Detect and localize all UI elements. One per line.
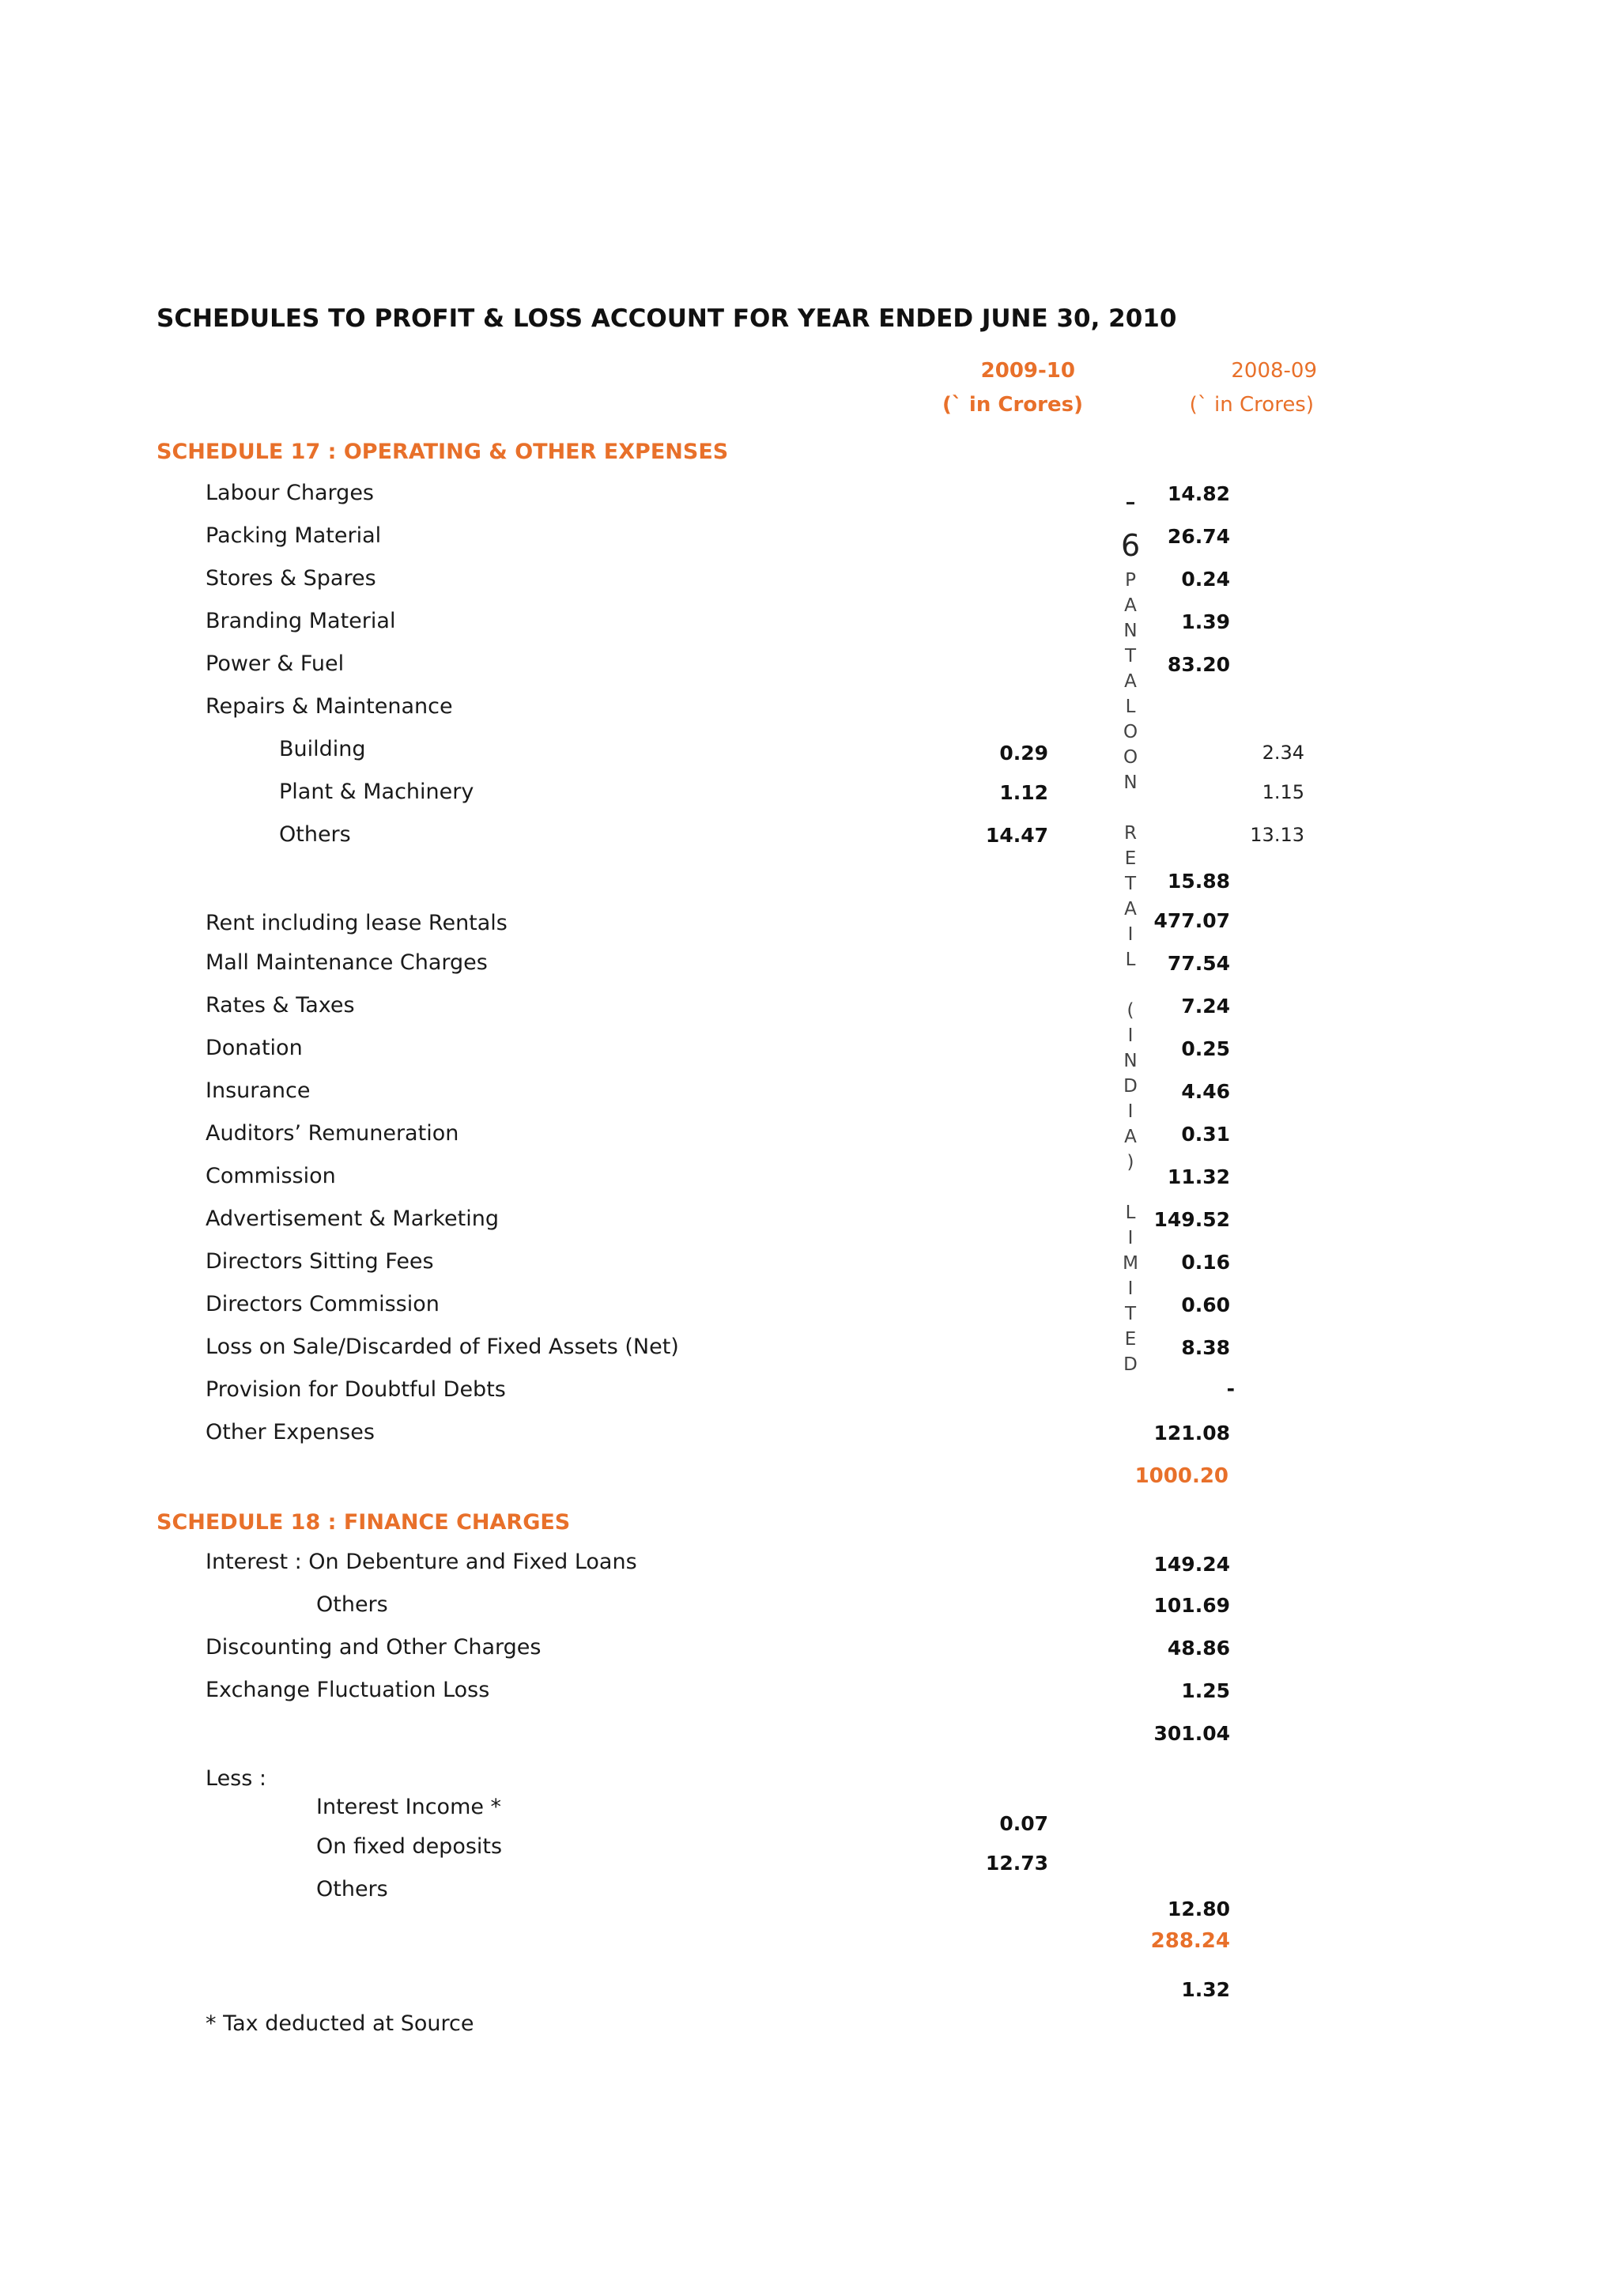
- side-letter: I: [1127, 1278, 1134, 1299]
- row-label-directors-commission: Directors Commission: [206, 1292, 440, 1316]
- row-value-discounting: 48.86: [1167, 1637, 1230, 1660]
- row-value-branding-material: 1.39: [1181, 610, 1230, 633]
- current-year-header: 2009-10: [980, 359, 1075, 383]
- footnote: * Tax deducted at Source: [206, 2011, 474, 2036]
- row-value-power-fuel: 83.20: [1167, 653, 1230, 676]
- finance-subtotal: 301.04: [1153, 1722, 1230, 1745]
- finance-net-total: 288.24: [1150, 1929, 1230, 1953]
- row-value-directors-commission: 0.60: [1181, 1293, 1230, 1316]
- side-letter: R: [1124, 823, 1137, 844]
- row-label-labour-charges: Labour Charges: [206, 481, 374, 505]
- current-unit-header: (` in Crores): [942, 393, 1083, 417]
- side-letter: T: [1124, 874, 1137, 894]
- row-label-advertisement-marketing: Advertisement & Marketing: [206, 1207, 499, 1231]
- side-letter: N: [1123, 772, 1138, 793]
- side-letter: A: [1124, 1127, 1137, 1147]
- side-letter: L: [1125, 697, 1136, 717]
- side-letter: I: [1127, 1101, 1134, 1122]
- less-others-label: Others: [316, 1877, 388, 1901]
- schedule-18-heading: SCHEDULE 18 : FINANCE CHARGES: [157, 1510, 571, 1535]
- page-title: SCHEDULES TO PROFIT & LOSS ACCOUNT FOR YEAR ENDED JUNE 30, 2010: [157, 304, 1177, 333]
- repairs-current-others: 14.47: [985, 824, 1048, 847]
- less-total: 12.80: [1167, 1898, 1230, 1920]
- repairs-label-building: Building: [279, 737, 366, 761]
- row-label-discounting: Discounting and Other Charges: [206, 1635, 542, 1660]
- row-label-other-expenses: Other Expenses: [206, 1420, 375, 1444]
- side-letter: N: [1123, 621, 1138, 641]
- row-value-stores-spares: 0.24: [1181, 568, 1230, 591]
- side-letter: I: [1127, 924, 1134, 945]
- vertical-company-name: [1121, 479, 1140, 1377]
- repairs-current-plant-machinery: 1.12: [999, 781, 1048, 804]
- row-label-branding-material: Branding Material: [206, 609, 396, 633]
- row-value-other-expenses: 121.08: [1153, 1422, 1230, 1444]
- repairs-previous-others: 13.13: [1250, 824, 1304, 846]
- side-letter: ): [1127, 1152, 1134, 1173]
- side-letter: M: [1123, 1253, 1138, 1274]
- row-value-insurance: 4.46: [1181, 1080, 1230, 1103]
- side-letter: O: [1123, 722, 1138, 742]
- side-letter: A: [1124, 671, 1137, 692]
- row-label-insurance: Insurance: [206, 1078, 311, 1103]
- row-value-advertisement-marketing: 149.52: [1153, 1208, 1230, 1231]
- side-letter: I: [1127, 1228, 1134, 1248]
- row-label-rates-taxes: Rates & Taxes: [206, 993, 355, 1018]
- repairs-label-others: Others: [279, 822, 351, 847]
- row-value-rates-taxes: 7.24: [1181, 995, 1230, 1018]
- row-value-interest-others: 101.69: [1153, 1594, 1230, 1617]
- row-value-packing-material: 26.74: [1167, 525, 1230, 548]
- repairs-current-building: 0.29: [999, 742, 1048, 765]
- row-value-exchange-fluctuation: 1.25: [1181, 1679, 1230, 1702]
- row-label-donation: Donation: [206, 1036, 303, 1060]
- previous-year-header: 2008-09: [1231, 359, 1317, 383]
- side-letter: (: [1127, 1000, 1134, 1021]
- side-letter: O: [1123, 747, 1138, 768]
- repairs-previous-building: 2.34: [1262, 742, 1304, 764]
- side-letter: D: [1123, 1076, 1138, 1097]
- side-letter: A: [1124, 595, 1137, 616]
- less-others-value: 12.73: [985, 1852, 1048, 1875]
- row-label-rent: Rent including lease Rentals: [206, 911, 508, 935]
- row-value-loss-on-sale: 8.38: [1181, 1336, 1230, 1359]
- row-value-auditors-remuneration: 0.31: [1181, 1123, 1230, 1146]
- side-letter: P: [1125, 570, 1136, 591]
- repairs-label-plant-machinery: Plant & Machinery: [279, 780, 474, 804]
- side-letter: I: [1127, 1025, 1134, 1046]
- row-label-directors-sitting-fees: Directors Sitting Fees: [206, 1249, 434, 1274]
- row-label-auditors-remuneration: Auditors’ Remuneration: [206, 1121, 459, 1146]
- schedule-17-total: 1000.20: [1134, 1464, 1228, 1488]
- row-value-donation: 0.25: [1181, 1037, 1230, 1060]
- side-letter: [1121, 972, 1140, 998]
- row-label-repairs-maintenance: Repairs & Maintenance: [206, 694, 453, 719]
- row-label-stores-spares: Stores & Spares: [206, 566, 376, 591]
- repairs-previous-plant-machinery: 1.15: [1262, 781, 1304, 803]
- row-label-loss-on-sale: Loss on Sale/Discarded of Fixed Assets (Net): [206, 1335, 679, 1359]
- side-letter: D: [1123, 1354, 1138, 1375]
- row-value-rent: 477.07: [1153, 909, 1230, 932]
- side-letter: L: [1125, 950, 1136, 970]
- side-letter: N: [1123, 1051, 1138, 1071]
- row-value-labour-charges: 14.82: [1167, 482, 1230, 505]
- row-value-provision-doubtful-debts: -: [1226, 1377, 1235, 1400]
- side-letter: L: [1125, 1203, 1136, 1223]
- row-label-provision-doubtful-debts: Provision for Doubtful Debts: [206, 1377, 506, 1402]
- side-letter: [1121, 1175, 1140, 1200]
- side-letter: T: [1124, 1304, 1137, 1324]
- repairs-total: 15.88: [1167, 870, 1230, 893]
- row-value-interest-debenture: 149.24: [1153, 1553, 1230, 1576]
- row-value-mall-maintenance: 77.54: [1167, 952, 1230, 975]
- extra-value: 1.32: [1181, 1978, 1230, 2001]
- row-label-commission: Commission: [206, 1164, 336, 1188]
- side-letter: A: [1124, 899, 1137, 920]
- row-label-interest-debenture: Interest : On Debenture and Fixed Loans: [206, 1550, 637, 1574]
- previous-unit-header: (` in Crores): [1189, 393, 1314, 417]
- fixed-deposits-value: 0.07: [999, 1812, 1048, 1835]
- row-label-exchange-fluctuation: Exchange Fluctuation Loss: [206, 1678, 490, 1702]
- less-label: Less :: [206, 1766, 266, 1791]
- side-dash: -: [1125, 484, 1136, 519]
- row-label-interest-others: Others: [316, 1592, 388, 1617]
- row-label-packing-material: Packing Material: [206, 523, 382, 548]
- row-value-directors-sitting-fees: 0.16: [1181, 1251, 1230, 1274]
- fixed-deposits-label: On fixed deposits: [316, 1834, 503, 1859]
- page-number: 6: [1121, 528, 1141, 563]
- side-letter: E: [1124, 1329, 1137, 1350]
- side-letter: E: [1124, 848, 1137, 869]
- schedule-17-heading: SCHEDULE 17 : OPERATING & OTHER EXPENSES: [157, 440, 729, 464]
- side-letter: [1121, 795, 1140, 821]
- row-label-power-fuel: Power & Fuel: [206, 651, 345, 676]
- side-letter: T: [1124, 646, 1137, 667]
- interest-income-label: Interest Income *: [316, 1795, 502, 1819]
- row-label-mall-maintenance: Mall Maintenance Charges: [206, 950, 488, 975]
- row-value-commission: 11.32: [1167, 1165, 1230, 1188]
